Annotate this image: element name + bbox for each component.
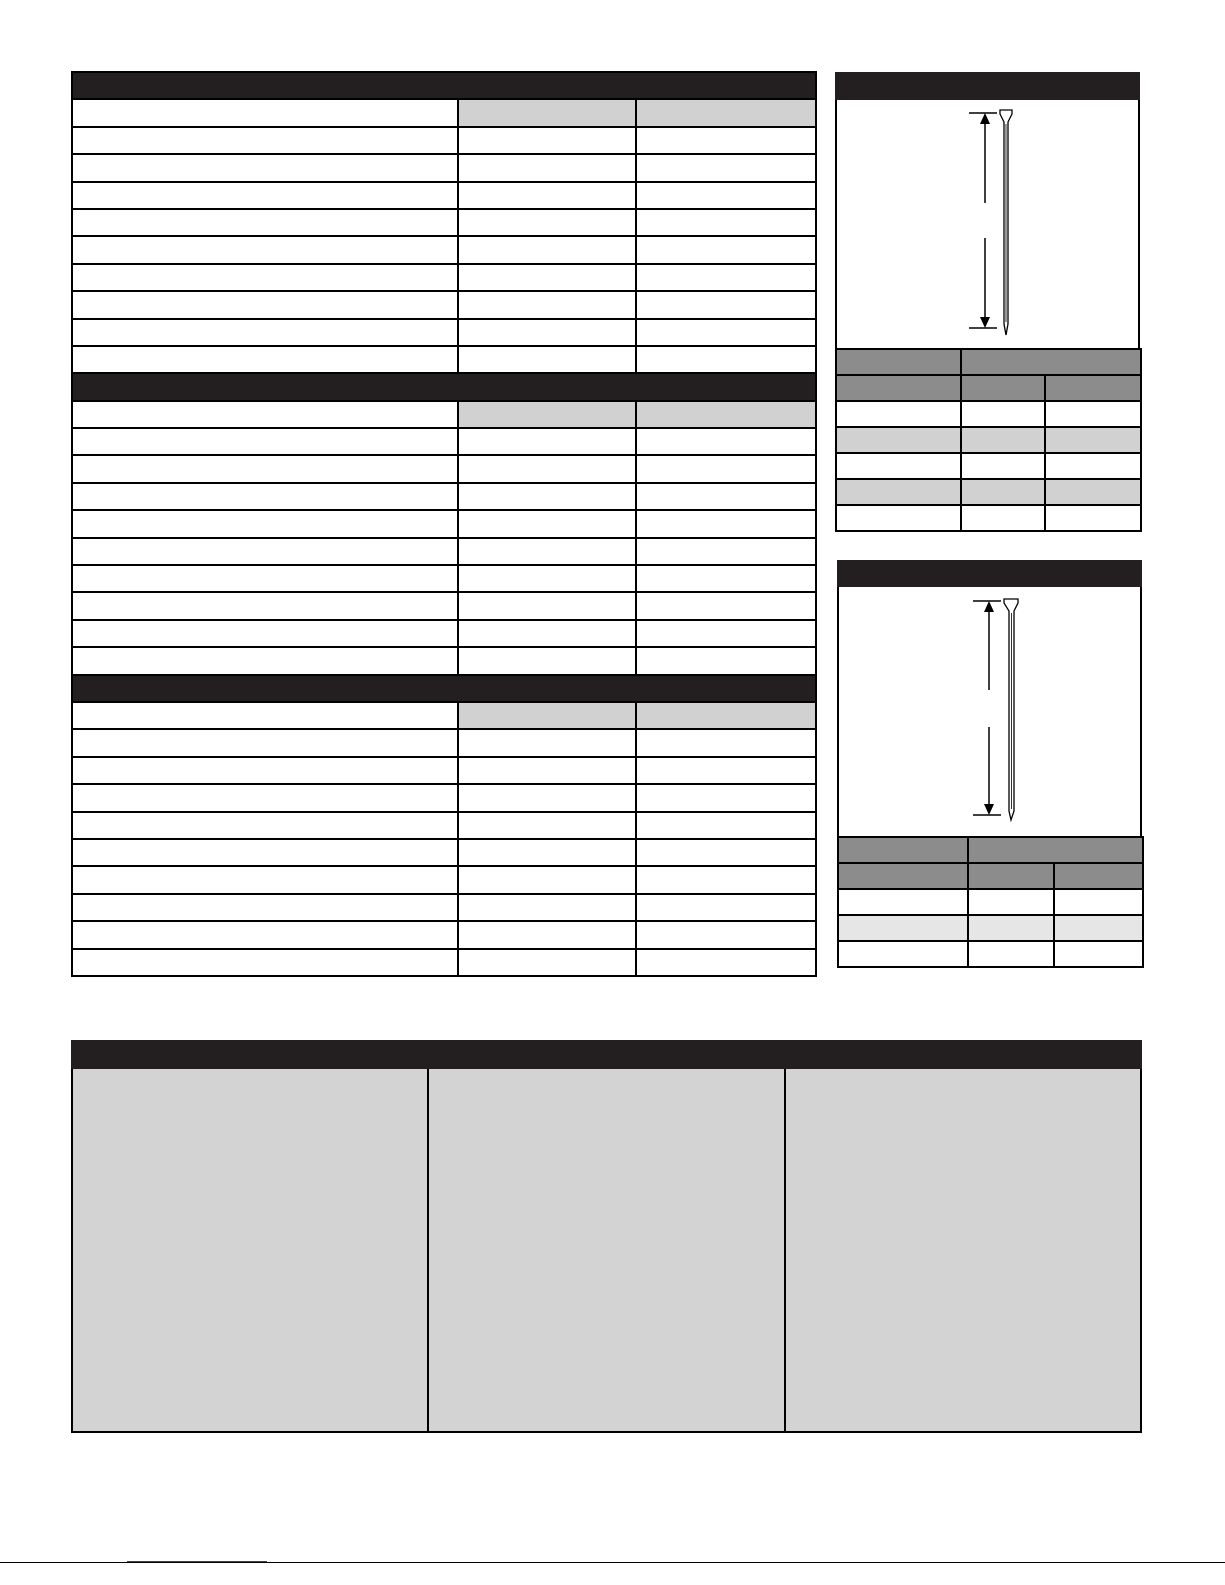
table-row [72, 182, 816, 209]
table-head-row [838, 837, 1143, 863]
table-subhead-row [836, 375, 1141, 401]
dimension-arrow [969, 113, 997, 328]
column-header-row [72, 401, 816, 428]
table-row [72, 729, 816, 756]
column-header-row [72, 99, 816, 126]
bottom-columns [71, 1069, 1142, 1433]
table-row [72, 894, 816, 921]
table-row [72, 127, 816, 154]
table-row [72, 236, 816, 263]
nail-panel-1 [835, 72, 1140, 530]
nail-diagram-area [837, 587, 1142, 838]
table-subhead-row [838, 863, 1143, 889]
bottom-section-title-bar [71, 1040, 1142, 1069]
table-row [72, 346, 816, 373]
table-row [72, 620, 816, 647]
table-row [72, 154, 816, 181]
table-row [72, 839, 816, 866]
table-row [836, 479, 1141, 505]
nail-spec-table [835, 348, 1142, 532]
footer-link[interactable] [127, 1548, 267, 1562]
nail-diagram [837, 100, 1138, 348]
bottom-section [71, 1040, 1142, 1433]
page-bottom-rule [0, 1562, 1225, 1563]
panel-title-bar [835, 72, 1140, 100]
bottom-column-3 [786, 1069, 1140, 1431]
nail-icon [1000, 110, 1012, 335]
table-row [836, 427, 1141, 453]
table-row [72, 949, 816, 976]
table-row [72, 264, 816, 291]
column-header-row [72, 702, 816, 729]
table-row [72, 455, 816, 482]
section-header [72, 675, 816, 702]
table-row [72, 510, 816, 537]
table-row [72, 565, 816, 592]
table-row [836, 505, 1141, 531]
dimension-arrow [973, 601, 1001, 815]
table-row [836, 453, 1141, 479]
table-row [72, 592, 816, 619]
table-row [72, 921, 816, 948]
section-header [72, 72, 816, 99]
nail-icon [1004, 599, 1018, 820]
bottom-column-2 [429, 1069, 786, 1431]
table-row [72, 866, 816, 893]
table-row [72, 647, 816, 674]
table-row [836, 401, 1141, 427]
table-row [72, 319, 816, 346]
table-row [72, 538, 816, 565]
nail-diagram [839, 587, 1140, 836]
table-row [72, 209, 816, 236]
bottom-column-1 [73, 1069, 429, 1431]
spec-table [71, 71, 815, 977]
table-row [838, 915, 1143, 941]
table-row [838, 941, 1143, 967]
table-row [72, 812, 816, 839]
panel-title-bar [837, 560, 1142, 587]
nail-panel-2 [837, 560, 1142, 966]
table-row [72, 757, 816, 784]
table-head-row [836, 349, 1141, 375]
section-header [72, 373, 816, 400]
nail-diagram-area [835, 100, 1140, 350]
table-row [838, 889, 1143, 915]
table-row [72, 483, 816, 510]
table-row [72, 428, 816, 455]
table-row [72, 784, 816, 811]
nail-spec-table [837, 836, 1144, 968]
table-row [72, 291, 816, 318]
